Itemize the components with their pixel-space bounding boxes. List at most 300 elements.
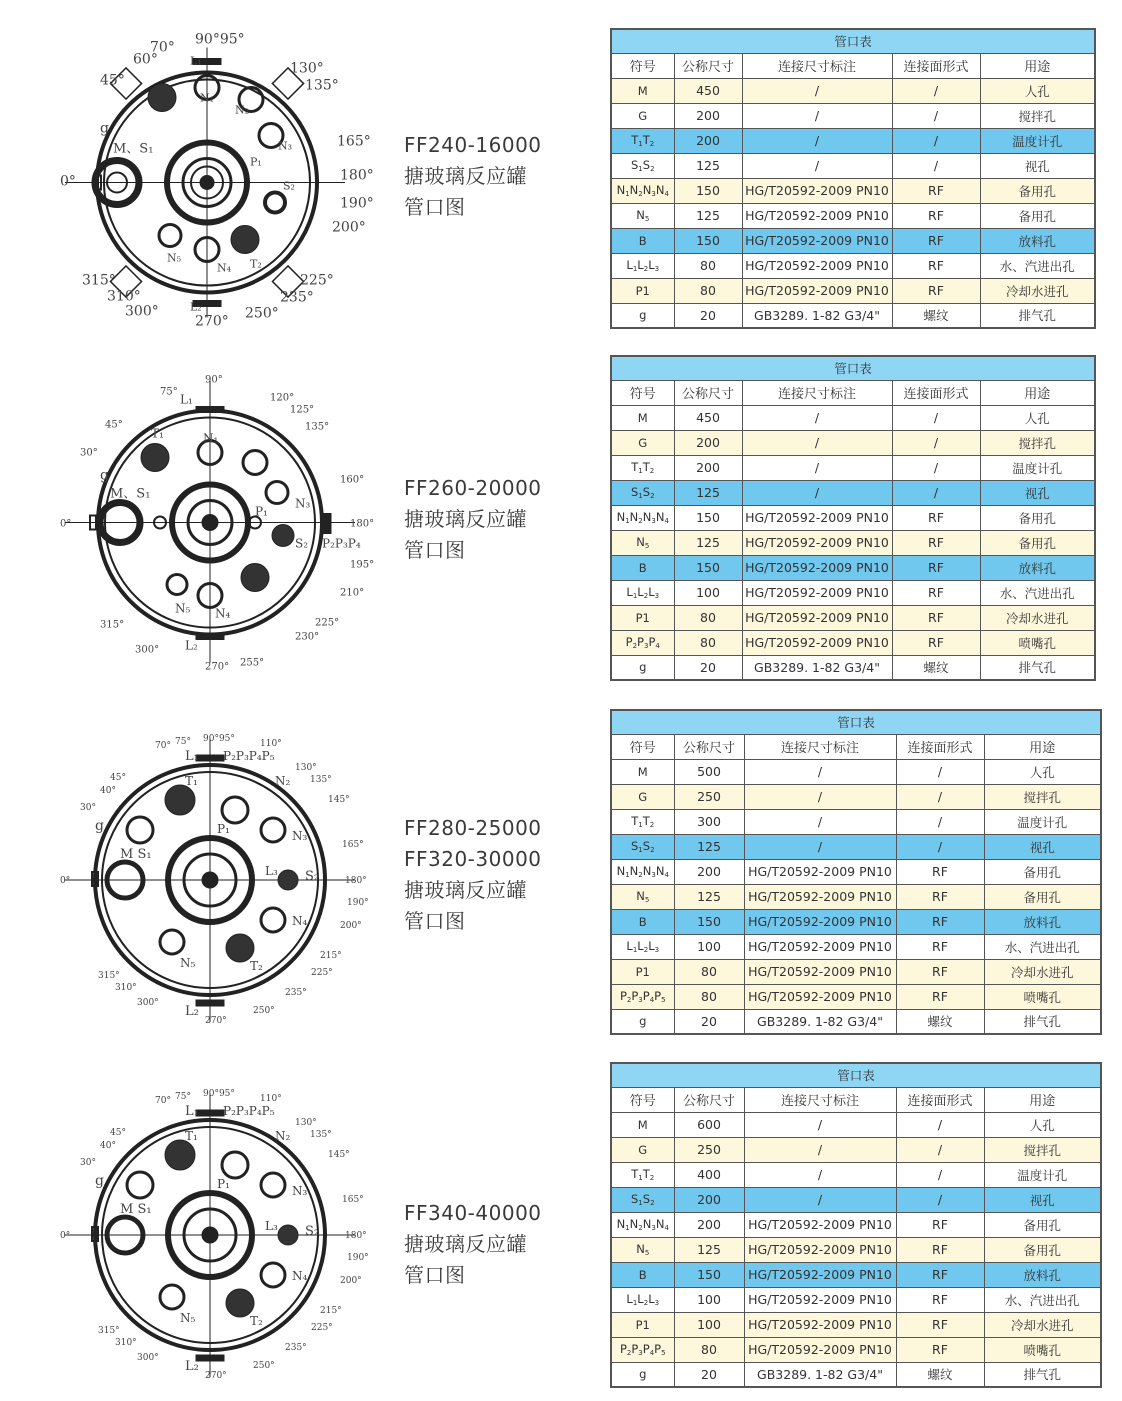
svg-text:180°: 180° (350, 518, 375, 530)
svg-text:235°: 235° (280, 289, 314, 306)
section-ff240 (0, 0, 1122, 340)
cell-size: 200 (674, 103, 742, 128)
cell-symbol: $N_1N_2N_3N_4$ (611, 859, 674, 884)
nozzle-table (610, 1062, 1102, 1388)
section-ff280-ff320 (0, 695, 1122, 1050)
table-row (611, 1162, 1101, 1187)
cell-symbol: $L_1L_2L_3$ (611, 580, 674, 605)
table-row (611, 555, 1095, 580)
svg-text:300°: 300° (125, 303, 159, 320)
cell-face: RF (896, 1237, 984, 1262)
svg-text:90°95°: 90°95° (195, 31, 245, 48)
svg-text:N₄: N₄ (292, 1269, 308, 1283)
svg-text:T₂: T₂ (250, 257, 262, 271)
cell-standard: HG/T20592-2009 PN10 (742, 530, 892, 555)
header-symbol: 符号 (611, 734, 674, 759)
svg-text:315°: 315° (98, 1326, 120, 1336)
svg-text:60°: 60° (133, 51, 158, 68)
header-use: 用途 (984, 1087, 1101, 1112)
cell-standard: / (742, 103, 892, 128)
svg-text:S₂: S₂ (283, 179, 295, 193)
cell-face: RF (892, 530, 980, 555)
cell-use: 喷嘴孔 (984, 1337, 1101, 1362)
table-row (611, 934, 1101, 959)
cell-face: 螺纹 (896, 1362, 984, 1387)
nozzle-table (610, 355, 1096, 681)
cell-face: / (896, 1137, 984, 1162)
svg-text:200°: 200° (332, 219, 366, 236)
cell-use: 温度计孔 (980, 128, 1095, 153)
svg-text:30°: 30° (80, 1158, 96, 1168)
table-row (611, 1009, 1101, 1034)
svg-text:130°: 130° (290, 60, 324, 77)
cell-symbol: G (611, 1137, 674, 1162)
cell-face: / (896, 759, 984, 784)
cell-face: RF (892, 605, 980, 630)
cell-symbol: P1 (611, 278, 674, 303)
cell-standard: HG/T20592-2009 PN10 (744, 859, 896, 884)
model-label (404, 1198, 542, 1291)
svg-text:310°: 310° (115, 983, 137, 993)
cell-size: 250 (674, 784, 744, 809)
header-use: 用途 (980, 53, 1095, 78)
nozzle-diagram (55, 365, 385, 675)
cell-standard: HG/T20592-2009 PN10 (744, 1337, 896, 1362)
cell-size: 200 (674, 859, 744, 884)
cell-use: 人孔 (980, 78, 1095, 103)
cell-symbol: $N_1N_2N_3N_4$ (611, 505, 674, 530)
cell-standard: / (744, 1112, 896, 1137)
cell-size: 100 (674, 580, 742, 605)
svg-text:195°: 195° (350, 559, 375, 571)
cell-symbol: G (611, 103, 674, 128)
header-face: 连接面形式 (896, 734, 984, 759)
svg-text:N₂: N₂ (275, 1129, 291, 1143)
svg-text:230°: 230° (295, 631, 320, 643)
header-face: 连接面形式 (892, 53, 980, 78)
svg-text:N₃: N₃ (278, 139, 293, 153)
cell-face: 螺纹 (896, 1009, 984, 1034)
cell-symbol: $S_1S_2$ (611, 480, 674, 505)
cell-symbol: $T_1T_2$ (611, 455, 674, 480)
cell-size: 200 (674, 1212, 744, 1237)
cell-symbol: P1 (611, 959, 674, 984)
svg-text:190°: 190° (340, 195, 374, 212)
cell-standard: HG/T20592-2009 PN10 (744, 884, 896, 909)
cell-standard: HG/T20592-2009 PN10 (744, 1237, 896, 1262)
svg-text:315°: 315° (98, 971, 120, 981)
cell-size: 80 (674, 630, 742, 655)
cell-face: RF (896, 984, 984, 1009)
table-row (611, 759, 1101, 784)
cell-face: RF (892, 630, 980, 655)
header-use: 用途 (980, 380, 1095, 405)
cell-symbol: $N_5$ (611, 884, 674, 909)
cell-standard: / (742, 153, 892, 178)
svg-text:g: g (100, 120, 109, 137)
cell-size: 20 (674, 303, 742, 328)
cell-symbol: $T_1T_2$ (611, 128, 674, 153)
table-title: 管口表 (611, 1063, 1101, 1087)
cell-size: 200 (674, 1187, 744, 1212)
table-row (611, 630, 1095, 655)
cell-size: 20 (674, 1362, 744, 1387)
cell-face: RF (892, 580, 980, 605)
svg-text:225°: 225° (300, 272, 334, 289)
svg-text:120°: 120° (270, 392, 295, 404)
svg-text:270°: 270° (205, 661, 230, 673)
svg-text:L₁: L₁ (180, 392, 193, 407)
svg-text:125°: 125° (290, 404, 315, 416)
svg-text:N₄: N₄ (217, 261, 232, 275)
svg-text:g: g (95, 1173, 104, 1189)
svg-text:N₅: N₅ (175, 601, 191, 616)
cell-face: / (892, 128, 980, 153)
cell-face: RF (896, 859, 984, 884)
cell-size: 150 (674, 555, 742, 580)
svg-text:90°95°: 90°95° (203, 734, 235, 744)
svg-text:P₂P₃P₄P₅: P₂P₃P₄P₅ (223, 749, 275, 763)
cell-standard: HG/T20592-2009 PN10 (744, 959, 896, 984)
table-row (611, 1112, 1101, 1137)
cell-size: 150 (674, 228, 742, 253)
cell-use: 搅拌孔 (980, 103, 1095, 128)
cell-use: 人孔 (984, 759, 1101, 784)
cell-size: 600 (674, 1112, 744, 1137)
cell-size: 200 (674, 430, 742, 455)
svg-text:N₅: N₅ (180, 956, 196, 970)
cell-face: RF (896, 1337, 984, 1362)
svg-text:45°: 45° (105, 419, 123, 431)
svg-text:75°: 75° (175, 737, 191, 747)
svg-text:P₂P₃P₄P₅: P₂P₃P₄P₅ (223, 1104, 275, 1118)
svg-text:270°: 270° (205, 1371, 227, 1381)
svg-text:255°: 255° (240, 657, 265, 669)
svg-text:300°: 300° (135, 644, 160, 656)
cell-standard: / (742, 455, 892, 480)
cell-symbol: $P_2P_3P_4P_5$ (611, 1337, 674, 1362)
svg-text:130°: 130° (295, 763, 317, 773)
svg-text:315°: 315° (100, 619, 125, 631)
cell-standard: GB3289. 1-82 G3/4" (742, 655, 892, 680)
model-type: 搪玻璃反应罐 (404, 507, 527, 531)
svg-text:310°: 310° (115, 1338, 137, 1348)
cell-standard: HG/T20592-2009 PN10 (742, 630, 892, 655)
table-row (611, 834, 1101, 859)
header-use: 用途 (984, 734, 1101, 759)
cell-face: / (896, 1112, 984, 1137)
nozzle-table (610, 28, 1096, 329)
table-title: 管口表 (611, 710, 1101, 734)
cell-size: 250 (674, 1137, 744, 1162)
svg-text:L₁: L₁ (185, 1104, 199, 1119)
table-row (611, 1237, 1101, 1262)
cell-symbol: g (611, 1009, 674, 1034)
cell-size: 300 (674, 809, 744, 834)
svg-text:225°: 225° (315, 617, 340, 629)
cell-symbol: $P_2P_3P_4P_5$ (611, 984, 674, 1009)
cell-face: / (892, 480, 980, 505)
cell-use: 水、汽进出孔 (980, 253, 1095, 278)
svg-text:300°: 300° (137, 998, 159, 1008)
cell-use: 备用孔 (984, 859, 1101, 884)
cell-standard: HG/T20592-2009 PN10 (744, 1212, 896, 1237)
header-size: 公称尺寸 (674, 53, 742, 78)
svg-text:235°: 235° (285, 1343, 307, 1353)
cell-face: RF (896, 884, 984, 909)
svg-text:P₁: P₁ (217, 822, 230, 836)
cell-symbol: P1 (611, 1312, 674, 1337)
reactor-top-view-icon (55, 365, 385, 675)
cell-use: 排气孔 (984, 1009, 1101, 1034)
cell-size: 150 (674, 1262, 744, 1287)
table-row (611, 203, 1095, 228)
cell-symbol: $N_5$ (611, 530, 674, 555)
table-row (611, 884, 1101, 909)
header-symbol: 符号 (611, 1087, 674, 1112)
cell-size: 80 (674, 278, 742, 303)
header-size: 公称尺寸 (674, 380, 742, 405)
cell-symbol: $S_1S_2$ (611, 153, 674, 178)
cell-use: 放料孔 (980, 228, 1095, 253)
svg-text:N₁: N₁ (203, 431, 219, 446)
cell-size: 500 (674, 759, 744, 784)
svg-text:N₄: N₄ (292, 914, 308, 928)
cell-standard: HG/T20592-2009 PN10 (742, 203, 892, 228)
table-row (611, 1212, 1101, 1237)
cell-size: 200 (674, 455, 742, 480)
svg-text:P₂P₃P₄: P₂P₃P₄ (322, 536, 361, 551)
svg-text:70°: 70° (150, 39, 175, 56)
nozzle-table (610, 709, 1102, 1035)
svg-text:250°: 250° (253, 1006, 275, 1016)
cell-standard: HG/T20592-2009 PN10 (744, 909, 896, 934)
svg-text:45°: 45° (110, 773, 126, 783)
cell-standard: HG/T20592-2009 PN10 (742, 178, 892, 203)
model-number-alt: FF320-30000 (404, 847, 542, 871)
svg-text:70°: 70° (155, 1096, 171, 1106)
cell-symbol: $L_1L_2L_3$ (611, 1287, 674, 1312)
cell-standard: HG/T20592-2009 PN10 (742, 505, 892, 530)
cell-size: 20 (674, 655, 742, 680)
cell-size: 125 (674, 153, 742, 178)
cell-use: 排气孔 (984, 1362, 1101, 1387)
svg-text:0°: 0° (60, 1231, 71, 1241)
cell-face: / (892, 78, 980, 103)
cell-face: / (896, 809, 984, 834)
cell-size: 80 (674, 984, 744, 1009)
cell-size: 150 (674, 178, 742, 203)
cell-face: RF (896, 934, 984, 959)
table-row (611, 909, 1101, 934)
svg-text:180°: 180° (340, 167, 374, 184)
svg-text:N₂: N₂ (235, 103, 250, 117)
model-number: FF280-25000 (404, 816, 542, 840)
cell-standard: HG/T20592-2009 PN10 (744, 934, 896, 959)
cell-use: 冷却水进孔 (984, 959, 1101, 984)
table-row (611, 859, 1101, 884)
svg-text:235°: 235° (285, 988, 307, 998)
cell-use: 放料孔 (980, 555, 1095, 580)
svg-text:160°: 160° (340, 474, 365, 486)
svg-text:L₁: L₁ (185, 749, 199, 764)
svg-text:250°: 250° (253, 1361, 275, 1371)
cell-symbol: B (611, 909, 674, 934)
svg-text:P₁: P₁ (250, 155, 262, 169)
svg-text:200°: 200° (340, 1276, 362, 1286)
cell-size: 80 (674, 605, 742, 630)
cell-standard: GB3289. 1-82 G3/4" (742, 303, 892, 328)
cell-standard: HG/T20592-2009 PN10 (742, 228, 892, 253)
model-number: FF340-40000 (404, 1201, 542, 1225)
table-row (611, 253, 1095, 278)
table-row (611, 1262, 1101, 1287)
svg-text:300°: 300° (137, 1353, 159, 1363)
table-row (611, 984, 1101, 1009)
model-number: FF240-16000 (404, 133, 542, 157)
cell-size: 100 (674, 934, 744, 959)
svg-text:45°: 45° (110, 1128, 126, 1138)
svg-text:135°: 135° (305, 421, 330, 433)
svg-text:110°: 110° (260, 1094, 282, 1104)
table-row (611, 1137, 1101, 1162)
cell-use: 视孔 (984, 834, 1101, 859)
table-row (611, 809, 1101, 834)
model-caption: 管口图 (404, 538, 466, 562)
svg-text:40°: 40° (100, 786, 116, 796)
svg-text:0°: 0° (60, 173, 76, 190)
cell-standard: / (744, 1187, 896, 1212)
cell-size: 150 (674, 909, 744, 934)
table-row (611, 430, 1095, 455)
svg-text:T₂: T₂ (250, 1314, 263, 1328)
cell-standard: / (744, 809, 896, 834)
table-row (611, 178, 1095, 203)
svg-text:145°: 145° (328, 795, 350, 805)
cell-use: 水、汽进出孔 (980, 580, 1095, 605)
table-row (611, 1337, 1101, 1362)
svg-text:T₁: T₁ (185, 1129, 198, 1143)
svg-text:N₅: N₅ (180, 1311, 196, 1325)
cell-size: 125 (674, 480, 742, 505)
svg-text:0°: 0° (60, 876, 71, 886)
cell-face: / (892, 430, 980, 455)
cell-use: 搅拌孔 (980, 430, 1095, 455)
cell-face: / (896, 834, 984, 859)
cell-face: RF (896, 1287, 984, 1312)
table-row (611, 228, 1095, 253)
cell-symbol: $N_5$ (611, 203, 674, 228)
cell-use: 搅拌孔 (984, 1137, 1101, 1162)
svg-text:0°: 0° (60, 518, 72, 530)
cell-symbol: B (611, 555, 674, 580)
svg-text:S₂: S₂ (305, 1224, 320, 1239)
cell-symbol: $P_2P_3P_4$ (611, 630, 674, 655)
svg-text:180°: 180° (345, 1231, 367, 1241)
cell-size: 100 (674, 1312, 744, 1337)
cell-size: 80 (674, 253, 742, 278)
table-row (611, 605, 1095, 630)
cell-use: 温度计孔 (980, 455, 1095, 480)
model-label (404, 813, 542, 937)
cell-face: / (892, 103, 980, 128)
table-row (611, 1287, 1101, 1312)
cell-standard: HG/T20592-2009 PN10 (742, 605, 892, 630)
svg-text:190°: 190° (347, 1253, 369, 1263)
svg-text:L₃: L₃ (265, 1219, 278, 1233)
cell-use: 放料孔 (984, 909, 1101, 934)
svg-text:165°: 165° (342, 840, 364, 850)
cell-face: RF (892, 228, 980, 253)
svg-text:40°: 40° (100, 1141, 116, 1151)
svg-text:S₂: S₂ (305, 869, 320, 884)
cell-face: RF (896, 1212, 984, 1237)
table-row (611, 78, 1095, 103)
svg-text:N₃: N₃ (292, 1184, 308, 1198)
cell-size: 125 (674, 530, 742, 555)
svg-text:165°: 165° (342, 1195, 364, 1205)
cell-symbol: M (611, 1112, 674, 1137)
cell-face: RF (892, 278, 980, 303)
cell-size: 450 (674, 405, 742, 430)
header-face: 连接面形式 (896, 1087, 984, 1112)
cell-size: 80 (674, 959, 744, 984)
header-standard: 连接尺寸标注 (742, 53, 892, 78)
cell-standard: / (744, 1162, 896, 1187)
cell-standard: GB3289. 1-82 G3/4" (744, 1009, 896, 1034)
svg-text:L₂: L₂ (190, 300, 202, 314)
model-number: FF260-20000 (404, 476, 542, 500)
cell-use: 搅拌孔 (984, 784, 1101, 809)
svg-text:L₂: L₂ (185, 1359, 199, 1374)
model-label (404, 473, 542, 566)
cell-standard: HG/T20592-2009 PN10 (742, 278, 892, 303)
svg-text:75°: 75° (175, 1092, 191, 1102)
cell-standard: HG/T20592-2009 PN10 (742, 580, 892, 605)
svg-text:P₁: P₁ (217, 1177, 230, 1191)
cell-symbol: G (611, 784, 674, 809)
cell-use: 人孔 (984, 1112, 1101, 1137)
header-standard: 连接尺寸标注 (742, 380, 892, 405)
cell-symbol: $S_1S_2$ (611, 834, 674, 859)
cell-use: 喷嘴孔 (980, 630, 1095, 655)
table-title: 管口表 (611, 356, 1095, 380)
reactor-top-view-icon (55, 725, 385, 1035)
cell-face: RF (896, 959, 984, 984)
cell-symbol: $L_1L_2L_3$ (611, 253, 674, 278)
section-ff340 (0, 1050, 1122, 1401)
svg-text:30°: 30° (80, 803, 96, 813)
cell-face: / (892, 405, 980, 430)
cell-use: 温度计孔 (984, 809, 1101, 834)
cell-standard: HG/T20592-2009 PN10 (742, 253, 892, 278)
svg-text:190°: 190° (347, 898, 369, 908)
svg-text:N₁: N₁ (200, 91, 215, 105)
cell-use: 排气孔 (980, 303, 1095, 328)
cell-face: RF (896, 1262, 984, 1287)
cell-size: 125 (674, 834, 744, 859)
svg-text:225°: 225° (311, 1323, 333, 1333)
cell-use: 备用孔 (984, 1237, 1101, 1262)
cell-face: / (896, 1162, 984, 1187)
table-row (611, 103, 1095, 128)
cell-size: 80 (674, 1337, 744, 1362)
cell-symbol: $S_1S_2$ (611, 1187, 674, 1212)
table-row (611, 128, 1095, 153)
table-row (611, 655, 1095, 680)
table-row (611, 455, 1095, 480)
svg-text:135°: 135° (305, 77, 339, 94)
